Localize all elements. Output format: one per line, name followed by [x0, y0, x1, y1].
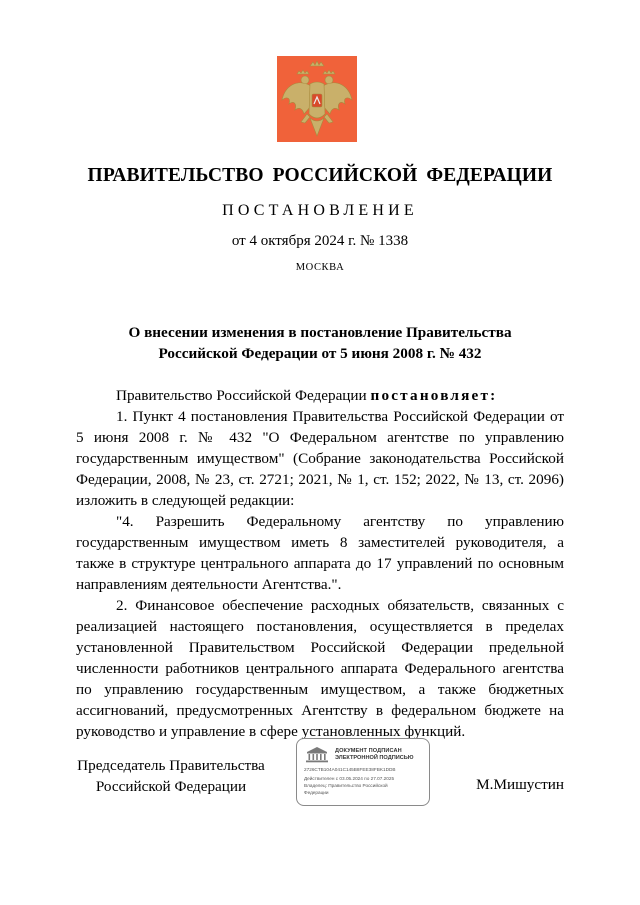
document-body: [76, 385, 564, 742]
stamp-certificate: 2726CTB104A041C145B8FEE38FBK1DDB: [304, 767, 396, 772]
stamp-header-line-1: ДОКУМЕНТ ПОДПИСАН: [335, 748, 402, 754]
document-date-number: от 4 октября 2024 г. № 1338: [231, 233, 409, 249]
stamp-owner-line-1: Владелец: Правительство Российской: [304, 783, 388, 788]
document-title: [0, 322, 640, 364]
organization-name: ПРАВИТЕЛЬСТВО РОССИЙСКОЙ ФЕДЕРАЦИИ: [87, 165, 553, 186]
signatory-name: М.Мишустин: [476, 776, 564, 793]
government-building-icon: [304, 746, 330, 763]
stamp-header-line-2: ЭЛЕКТРОННОЙ ПОДПИСЬЮ: [335, 755, 414, 761]
signatory-position: [60, 755, 282, 797]
title-line-2: Российской Федерации от 5 июня 2008 г. № 432: [158, 345, 482, 362]
intro-verb: постановляет:: [370, 387, 498, 404]
stamp-owner-line-2: Федерации: [304, 790, 329, 795]
intro-text: Правительство Российской Федерации: [116, 387, 371, 404]
paragraph-1-quote: "4. Разрешить Федеральному агентству по управлению государственным имуществом иметь 8 заместителей руководителя, а также в структуре центрального аппарата до 17 управлений по основным направлениям деятельности Агентства.".: [76, 513, 564, 593]
paragraph-1: 1. Пункт 4 постановления Правительства Российской Федерации от 5 июня 2008 г. № 432 "О Федеральном агентстве по управлению государственным имуществом" (Собрание законодательства Российской Федерации, 2008, № 23, ст. 2721; 2021, № 1, ст. 152; 2022, № 13, ст. 2096) изложить в следующей редакции:: [76, 408, 564, 509]
paragraph-2: 2. Финансовое обеспечение расходных обязательств, связанных с реализацией настоящего постановления, осуществляется в пределах установленной Правительством Российской Федерации предельной численности работников центрального аппарата Федерального агентства по управлению государственным имуществом, а также бюджетных ассигнований, предусмотренных Агентству в федеральном бюджете на руководство и управление в сфере установленных функций.: [76, 597, 564, 740]
coat-of-arms-icon: [277, 56, 357, 142]
intro-paragraph: [76, 385, 564, 406]
signatory-position-line-1: Председатель Правительства: [77, 757, 265, 774]
stamp-validity: Действителен с 03.05.2024 по 27.07.2025: [304, 776, 395, 781]
document-city: МОСКВА: [295, 262, 345, 273]
title-line-1: О внесении изменения в постановление Правительства: [128, 324, 512, 341]
electronic-signature-stamp: [296, 738, 430, 806]
document-type: ПОСТАНОВЛЕНИЕ: [222, 202, 418, 219]
signatory-position-line-2: Российской Федерации: [95, 778, 247, 795]
